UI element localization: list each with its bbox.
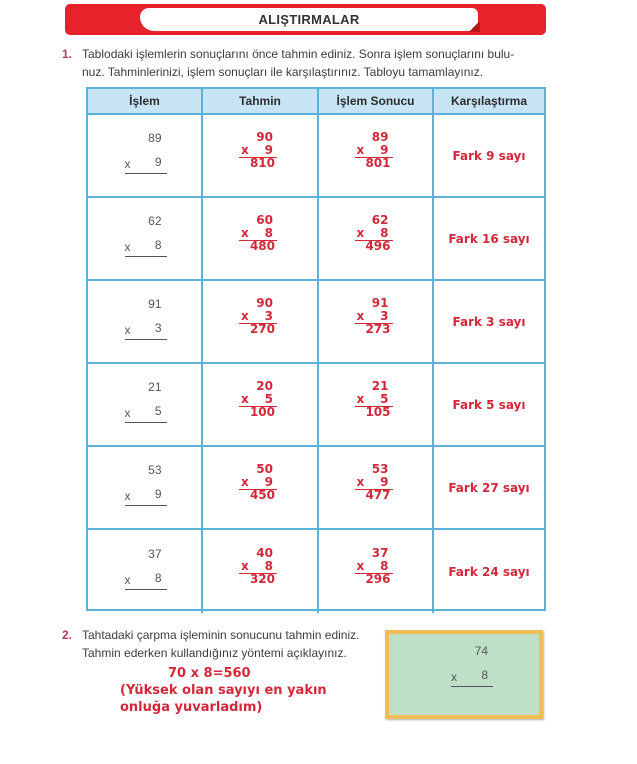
answer-explanation-line2: onluğa yuvarladım): [120, 700, 263, 715]
header-title-box: [140, 8, 478, 31]
cell-islem: [88, 198, 203, 279]
cell-tahmin: [203, 115, 319, 196]
chalkboard: [385, 630, 543, 719]
times-sign: x: [451, 670, 457, 684]
cell-islem-sonucu: [319, 364, 434, 445]
difference-text: Fark 24 sayı: [448, 564, 530, 579]
times-sign: x: [241, 558, 249, 573]
estimate-operation: [235, 380, 285, 430]
cell-karsilastirma: [434, 198, 544, 279]
operation-line: [125, 256, 167, 257]
header-islem: İşlem: [88, 89, 203, 113]
product: 105: [365, 404, 391, 419]
multiplicand: 62: [371, 212, 389, 227]
table-row: [88, 281, 544, 364]
printed-operation: [115, 297, 175, 347]
question-number: 2.: [62, 628, 73, 642]
cell-islem: [88, 530, 203, 613]
cell-karsilastirma: [434, 364, 544, 445]
multiplier: 9: [154, 486, 162, 501]
multiplicand: 91: [371, 295, 389, 310]
table-row: [88, 198, 544, 281]
cell-karsilastirma: [434, 115, 544, 196]
multiplicand: 89: [148, 130, 162, 145]
estimate-operation: [235, 297, 285, 347]
times-sign: x: [356, 391, 365, 406]
times-sign: x: [241, 308, 249, 323]
product: 296: [365, 571, 391, 586]
printed-operation: [115, 547, 175, 597]
product: 100: [249, 404, 275, 419]
operation-line: [125, 173, 167, 174]
cell-tahmin: [203, 530, 319, 613]
cell-islem-sonucu: [319, 281, 434, 362]
cell-islem-sonucu: [319, 447, 434, 528]
header-banner: [65, 4, 546, 35]
cell-karsilastirma: [434, 530, 544, 613]
operation-line: [125, 589, 167, 590]
times-sign: x: [124, 572, 131, 587]
question-number: 1.: [62, 47, 73, 61]
product: 450: [249, 487, 275, 502]
multiplicand: 40: [256, 545, 273, 560]
multiplicand: 60: [256, 212, 273, 227]
cell-tahmin: [203, 281, 319, 362]
question-text-line1: Tahtadaki çarpma işleminin sonucunu tahmin ediniz.: [82, 628, 360, 642]
times-sign: x: [124, 488, 131, 503]
cell-islem-sonucu: [319, 115, 434, 196]
multiplicand: 53: [371, 461, 389, 476]
question-text-line1: Tablodaki işlemlerin sonuçlarını önce tahmin ediniz. Sonra işlem sonuçlarını bulu-: [82, 47, 515, 61]
multiplicand: 89: [371, 129, 389, 144]
board-operation: [441, 644, 501, 694]
product: 810: [249, 155, 275, 170]
multiplier: 5: [154, 403, 162, 418]
table-header-row: [88, 89, 544, 115]
times-sign: x: [124, 322, 131, 337]
multiplier: 5: [380, 391, 389, 406]
cell-islem: [88, 364, 203, 445]
difference-text: Fark 3 sayı: [452, 314, 526, 329]
multiplier: 9: [380, 142, 389, 157]
header-islem-sonucu: İşlem Sonucu: [319, 89, 434, 113]
cell-islem: [88, 115, 203, 196]
times-sign: x: [356, 225, 365, 240]
question-text-line2: Tahmin ederken kullandığınız yöntemi açıklayınız.: [82, 646, 347, 660]
multiplier: 8: [154, 237, 162, 252]
multiplier: 8: [481, 668, 488, 682]
cell-islem-sonucu: [319, 530, 434, 613]
multiplier: 8: [264, 225, 273, 240]
multiplier: 9: [154, 154, 162, 169]
cell-tahmin: [203, 447, 319, 528]
product: 496: [365, 238, 391, 253]
times-sign: x: [241, 474, 249, 489]
times-sign: x: [241, 225, 249, 240]
cell-islem: [88, 281, 203, 362]
difference-text: Fark 5 sayı: [452, 397, 526, 412]
multiplicand: 90: [256, 295, 273, 310]
product: 273: [365, 321, 391, 336]
multiplier: 3: [380, 308, 389, 323]
question-1: [62, 45, 562, 81]
result-operation: [351, 214, 401, 264]
result-operation: [351, 131, 401, 181]
product: 480: [249, 238, 275, 253]
result-operation: [351, 297, 401, 347]
result-operation: [351, 380, 401, 430]
times-sign: x: [241, 391, 249, 406]
multiplicand: 50: [256, 461, 273, 476]
table-row: [88, 447, 544, 530]
multiplier: 5: [264, 391, 273, 406]
result-operation: [351, 463, 401, 513]
multiplier: 8: [154, 570, 162, 585]
difference-text: Fark 16 sayı: [448, 231, 530, 246]
answer-explanation-line1: (Yüksek olan sayıyı en yakın: [120, 683, 327, 698]
question-2: [62, 626, 359, 662]
cell-karsilastirma: [434, 281, 544, 362]
multiplicand: 37: [371, 545, 389, 560]
multiplier: 9: [264, 474, 273, 489]
multiplicand: 37: [148, 546, 162, 561]
header-karsilastirma: Karşılaştırma: [450, 94, 528, 108]
times-sign: x: [124, 156, 131, 171]
times-sign: x: [356, 474, 365, 489]
printed-operation: [115, 214, 175, 264]
operation-line: [125, 505, 167, 506]
difference-text: Fark 27 sayı: [448, 480, 530, 495]
printed-operation: [115, 131, 175, 181]
multiplicand: 74: [474, 644, 488, 658]
question-text-line2: nuz. Tahminlerinizi, işlem sonuçları ile karşılaştırınız. Tabloyu tamamlayınız.: [82, 65, 484, 79]
cell-islem: [88, 447, 203, 528]
product: 477: [365, 487, 391, 502]
result-operation: [351, 547, 401, 597]
table-row: [88, 115, 544, 198]
operation-line: [125, 422, 167, 423]
times-sign: x: [356, 142, 365, 157]
estimate-operation: [235, 547, 285, 597]
product: 270: [249, 321, 275, 336]
product: 801: [365, 155, 391, 170]
estimate-operation: [235, 214, 285, 264]
multiplier: 3: [154, 320, 162, 335]
cell-tahmin: [203, 364, 319, 445]
operation-line: [451, 686, 493, 687]
multiplicand: 21: [371, 378, 389, 393]
times-sign: x: [124, 239, 131, 254]
printed-operation: [115, 463, 175, 513]
times-sign: x: [241, 142, 249, 157]
multiplicand: 91: [148, 296, 162, 311]
difference-text: Fark 9 sayı: [452, 148, 526, 163]
multiplicand: 53: [148, 462, 162, 477]
multiplier: 8: [380, 225, 389, 240]
estimate-operation: [235, 131, 285, 181]
cell-karsilastirma: [434, 447, 544, 528]
times-sign: x: [124, 405, 131, 420]
times-sign: x: [356, 308, 365, 323]
estimate-operation: [235, 463, 285, 513]
multiplicand: 90: [256, 129, 273, 144]
product: 320: [249, 571, 275, 586]
operation-line: [125, 339, 167, 340]
multiplier: 9: [380, 474, 389, 489]
multiplier: 3: [264, 308, 273, 323]
cell-tahmin: [203, 198, 319, 279]
printed-operation: [115, 380, 175, 430]
times-sign: x: [356, 558, 365, 573]
answer-equation: 70 x 8=560: [168, 666, 251, 681]
cell-islem-sonucu: [319, 198, 434, 279]
multiplier: 9: [264, 142, 273, 157]
header-tahmin: Tahmin: [203, 89, 319, 113]
multiplier: 8: [264, 558, 273, 573]
multiplicand: 21: [148, 379, 162, 394]
multiplicand: 62: [148, 213, 162, 228]
multiplicand: 20: [256, 378, 273, 393]
table-row: [88, 364, 544, 447]
page-title: ALIŞTIRMALAR: [258, 12, 360, 27]
multiplier: 8: [380, 558, 389, 573]
exercise-table: [86, 87, 546, 611]
table-row: [88, 530, 544, 613]
handwritten-answer: [120, 665, 327, 716]
